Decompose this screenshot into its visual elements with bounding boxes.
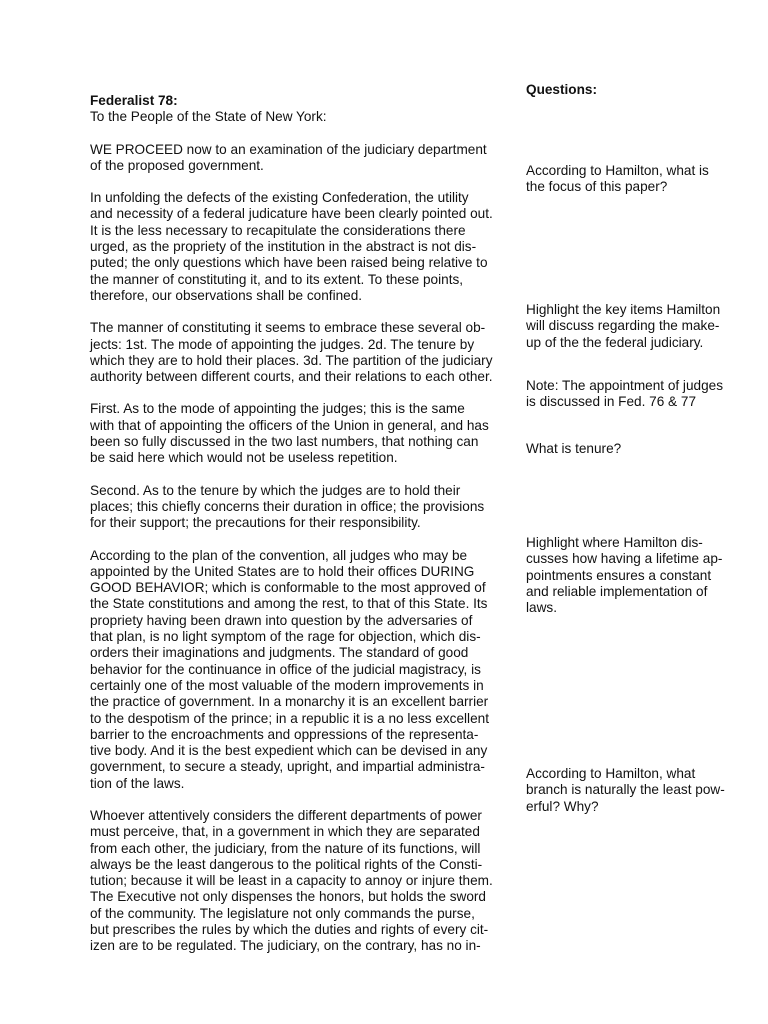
federalist-text-column [90, 93, 505, 971]
question-focus: According to Hamilton, what is the focus of this paper? [526, 163, 709, 195]
note-appointment: Note: The appointment of judges is discussed in Fed. 76 & 77 [526, 378, 723, 410]
question-lifetime: Highlight where Hamilton dis- cusses how having a lifetime ap- pointments ensures a constant and reliable implementation of laws. [526, 535, 723, 616]
paragraph-second: Second. As to the tenure by which the judges are to hold their places; this chiefly concerns their duration in office; the provisions for their support; the precautions for their responsibility. [90, 482, 485, 531]
question-key-items: Highlight the key items Hamilton will discuss regarding the make- up of the the federal judiciary. [526, 302, 721, 350]
question-tenure: What is tenure? [526, 441, 622, 456]
questions-column [526, 0, 741, 1024]
paragraph-confederation: In unfolding the defects of the existing Confederation, the utility and necessity of a federal judicature have been clearly pointed out. It is the less necessary to recapitulate the considerations there urged, as the propriety of the institution in the abstract is not dis- puted; the only questions which have been raised being relative to the manner of constituting it, and to its extent. To these points, therefore, our observations shall be confined. [90, 190, 493, 303]
paragraph-first: First. As to the mode of appointing the judges; this is the same with that of appointing the officers of the Union in general, and has been so fully discussed in the two last numbers, that nothing can be said here which would not be useless repetition. [90, 401, 489, 466]
question-least-powerful: According to Hamilton, what branch is naturally the least pow- erful? Why? [526, 766, 725, 814]
paragraph-intro: WE PROCEED now to an examination of the judiciary department of the proposed government. [90, 141, 487, 173]
questions-heading: Questions: [526, 82, 597, 97]
paragraph-manner: The manner of constituting it seems to embrace these several ob- jects: 1st. The mode of appointing the judges. 2d. The tenure by which they are to hold their places. 3d. The partition of the judiciary authority between different courts, and their relations to each other. [90, 320, 493, 385]
document-salutation: To the People of the State of New York: [90, 109, 327, 125]
paragraph-good-behavior: According to the plan of the convention, all judges who may be appointed by the United States are to hold their offices DURING GOOD BEHAVIOR; which is conformable to the most approved of the State constitutions and among the rest, to that of this State. Its propriety having been drawn into question by the adversaries of that plan, is no light symptom of the rage for objection, which dis- orders their imaginations and judgments. The standard of good behavior for the continuance in office of the judicial magistracy, is certainly one of the most valuable of the modern improvements in the practice of government. In a monarchy it is an excellent barrier to the despotism of the prince; in a republic it is a no less excellent barrier to the encroachments and oppressions of the representa- tive body. And it is the best expedient which can be devised in any government, to secure a steady, upright, and impartial administra- tion of the laws. [90, 547, 489, 791]
document-title: Federalist 78: [90, 93, 178, 108]
paragraph-departments: Whoever attentively considers the different departments of power must perceive, that, in a government in which they are separated from each other, the judiciary, from the nature of its functions, will always be the least dangerous to the political rights of the Consti- tution; because it will be least in a capacity to annoy or injure them. The Executive not only dispenses the honors, but holds the sword of the community. The legislature not only commands the purse, but prescribes the rules by which the duties and rights of every cit- izen are to be regulated. The judiciary, on the contrary, has no in- [90, 807, 493, 954]
